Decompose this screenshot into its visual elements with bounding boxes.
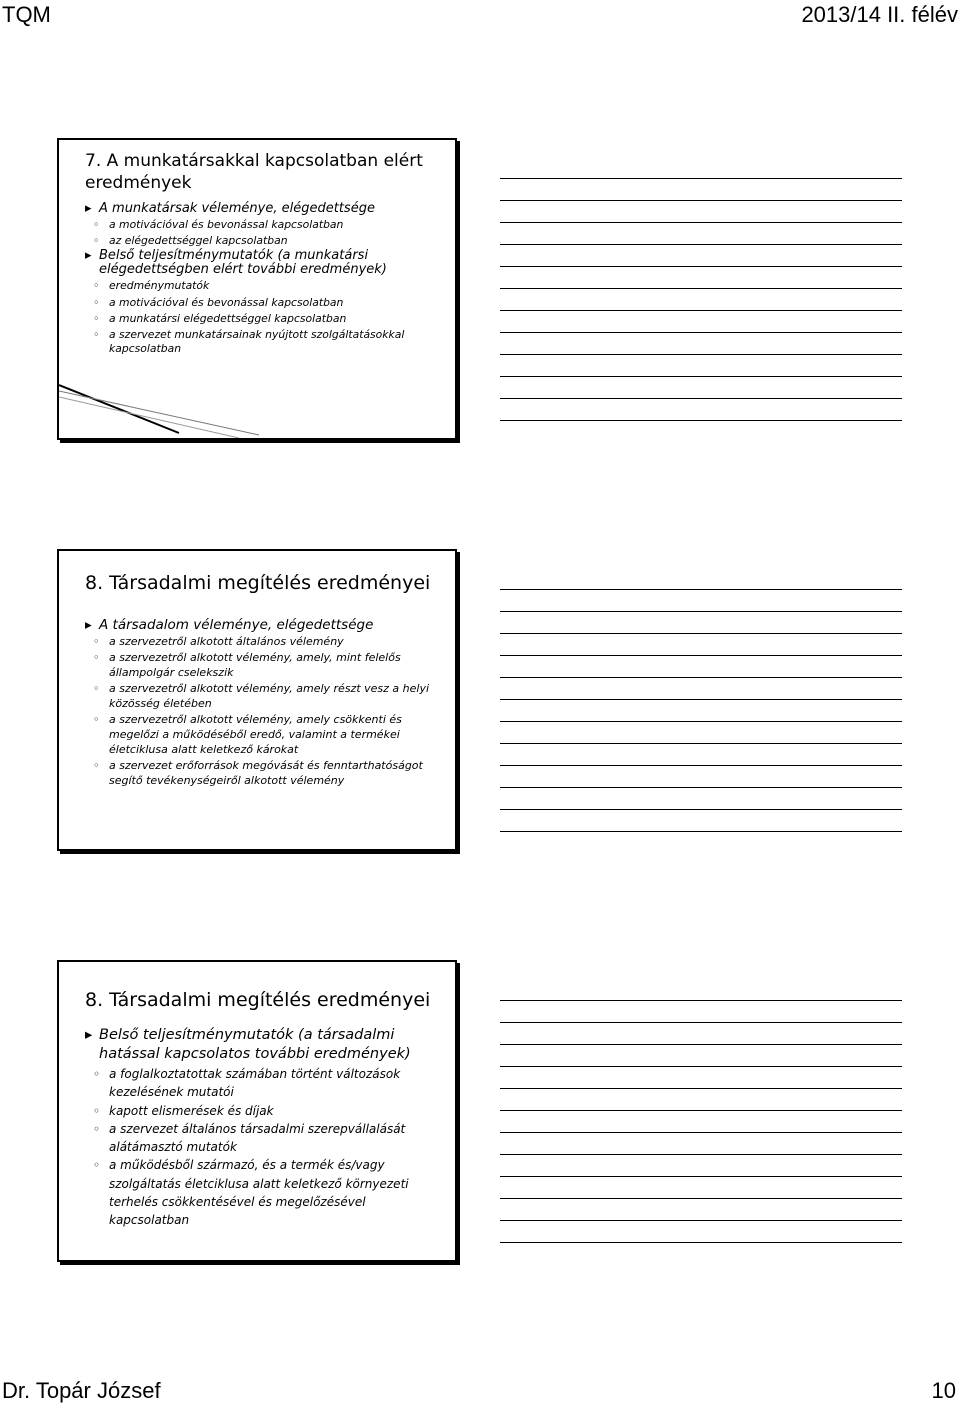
header-left: TQM <box>2 2 51 27</box>
sub-bullet-item: ◦ kapott elismerések és díjak <box>85 1102 447 1120</box>
sub-bullet-item: ◦ a szervezetről alkotott vélemény, amely részt vesz a helyi közösség életében <box>85 681 447 711</box>
slide-3 <box>57 960 457 1262</box>
sub-bullet-item: ◦ az elégedettséggel kapcsolatban <box>85 234 447 248</box>
sub-bullet-item: ◦ a szervezetről alkotott vélemény, amely csökkenti és megelőzi a működéséből eredő, valamint a termékei életciklusa alatt keletkező károkat <box>85 712 447 757</box>
page-number: 10 <box>931 1378 956 1403</box>
note-lines-2 <box>500 589 902 832</box>
sub-bullet-item: ◦ a szervezet erőforrások megóvását és fenntarthatóságot segítő tevékenységeiről alkotott vélemény <box>85 758 447 788</box>
bullet-list <box>85 616 447 788</box>
sub-bullet-item: ◦ a szervezet munkatársainak nyújtott szolgáltatásokkal kapcsolatban <box>85 328 447 356</box>
sub-bullet-item: ◦ a munkatársi elégedettséggel kapcsolatban <box>85 312 447 326</box>
bullet-item: ▸ Belső teljesítménymutatók (a munkatársi elégedettségben elért további eredmények) <box>85 249 447 277</box>
header-right: 2013/14 II. félév <box>801 2 958 27</box>
sub-bullet-item: ◦ a motivációval és bevonással kapcsolatban <box>85 296 447 310</box>
bullet-list <box>85 1026 447 1230</box>
sub-bullet-item: ◦ eredménymutatók <box>85 279 447 293</box>
bullet-item: ▸ A munkatársak véleménye, elégedettsége <box>85 201 447 217</box>
slide-1 <box>57 138 457 440</box>
sub-bullet-item: ◦ a működésből származó, és a termék és/vagy szolgáltatás életciklusa alatt keletkező környezeti terhelés csökkentésével és megelőzésével kapcsolatban <box>85 1156 447 1229</box>
slide-decoration <box>59 383 259 438</box>
slide-title: 8. Társadalmi megítélés eredményei <box>85 572 431 594</box>
note-lines-1 <box>500 178 902 421</box>
bullet-list <box>85 201 447 356</box>
sub-bullet-item: ◦ a szervezetről alkotott általános vélemény <box>85 634 447 649</box>
bullet-item: ▸ Belső teljesítménymutatók (a társadalmi hatással kapcsolatos további eredmények) <box>85 1026 447 1064</box>
slide-title: 8. Társadalmi megítélés eredményei <box>85 989 431 1011</box>
slide-2 <box>57 549 457 851</box>
sub-bullet-item: ◦ a szervezet általános társadalmi szerepvállalását alátámasztó mutatók <box>85 1120 447 1157</box>
bullet-item: ▸ A társadalom véleménye, elégedettsége <box>85 616 447 634</box>
sub-bullet-item: ◦ a foglalkoztatottak számában történt változások kezelésének mutatói <box>85 1065 447 1102</box>
sub-bullet-item: ◦ a motivációval és bevonással kapcsolatban <box>85 218 447 232</box>
note-lines-3 <box>500 1000 902 1243</box>
sub-bullet-item: ◦ a szervezetről alkotott vélemény, amely, mint felelős állampolgár cselekszik <box>85 650 447 680</box>
footer-author: Dr. Topár József <box>2 1378 161 1403</box>
slide-title: 7. A munkatársakkal kapcsolatban elért eredmények <box>85 151 423 193</box>
